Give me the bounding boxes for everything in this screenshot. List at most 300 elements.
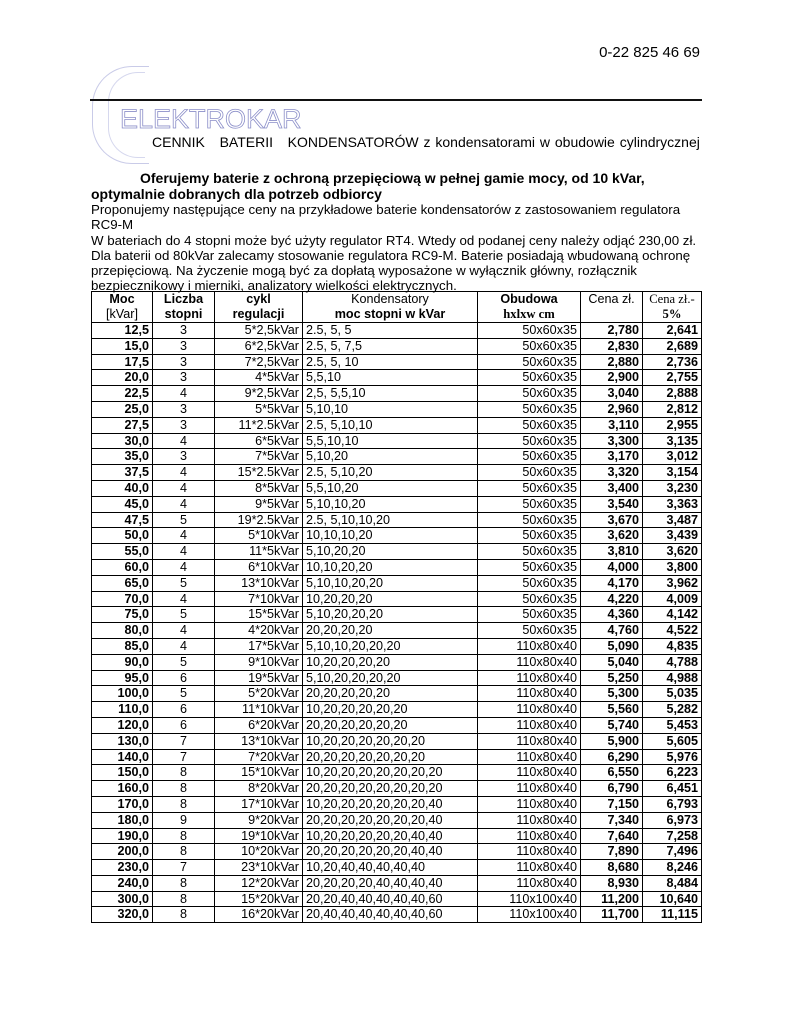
cell-liczba: 8 — [153, 796, 215, 812]
cell-cykl: 13*10kVar — [215, 733, 303, 749]
cell-obudowa: 110x80x40 — [478, 749, 581, 765]
cell-moc: 240,0 — [92, 875, 153, 891]
table-row — [92, 765, 702, 781]
cell-kondensatory: 2.5, 5,10,10,20 — [303, 512, 478, 528]
cell-kondensatory: 2.5, 5, 7,5 — [303, 338, 478, 354]
cell-obudowa: 50x60x35 — [478, 512, 581, 528]
cell-cykl: 17*5kVar — [215, 638, 303, 654]
table-row — [92, 623, 702, 639]
table-row — [92, 528, 702, 544]
cell-cena: 7,890 — [581, 844, 643, 860]
cell-cena-5: 5,605 — [643, 733, 702, 749]
cell-cykl: 6*5kVar — [215, 433, 303, 449]
cell-cykl: 9*2,5kVar — [215, 386, 303, 402]
cell-kondensatory: 5,10,20 — [303, 449, 478, 465]
cell-cena: 7,150 — [581, 796, 643, 812]
cell-obudowa: 50x60x35 — [478, 480, 581, 496]
cell-liczba: 4 — [153, 623, 215, 639]
cell-cykl: 19*5kVar — [215, 670, 303, 686]
cell-obudowa: 110x80x40 — [478, 702, 581, 718]
cell-obudowa: 110x80x40 — [478, 717, 581, 733]
cell-moc: 200,0 — [92, 844, 153, 860]
cell-obudowa: 110x80x40 — [478, 828, 581, 844]
cell-cena: 2,780 — [581, 323, 643, 339]
cell-obudowa: 50x60x35 — [478, 528, 581, 544]
table-row — [92, 433, 702, 449]
cell-obudowa: 110x80x40 — [478, 875, 581, 891]
cell-cena: 3,670 — [581, 512, 643, 528]
table-row — [92, 654, 702, 670]
cell-moc: 120,0 — [92, 717, 153, 733]
cell-liczba: 4 — [153, 591, 215, 607]
cell-cena: 5,090 — [581, 638, 643, 654]
cell-kondensatory: 20,20,20,20,20,20 — [303, 717, 478, 733]
cell-obudowa: 110x80x40 — [478, 844, 581, 860]
cell-kondensatory: 5,10,20,20 — [303, 544, 478, 560]
cell-moc: 110,0 — [92, 702, 153, 718]
col-header-liczba-2: stopni — [153, 307, 215, 323]
cell-cena-5: 2,736 — [643, 354, 702, 370]
cell-cykl: 7*10kVar — [215, 591, 303, 607]
cell-cena: 8,680 — [581, 860, 643, 876]
table-row — [92, 323, 702, 339]
cell-cena: 8,930 — [581, 875, 643, 891]
subtitle-word-cennik: CENNIK — [152, 134, 205, 150]
cell-cena: 4,360 — [581, 607, 643, 623]
cell-cena: 5,250 — [581, 670, 643, 686]
cell-cykl: 15*2.5kVar — [215, 465, 303, 481]
cell-liczba: 4 — [153, 496, 215, 512]
cell-obudowa: 50x60x35 — [478, 496, 581, 512]
table-row — [92, 717, 702, 733]
table-row — [92, 812, 702, 828]
cell-liczba: 5 — [153, 654, 215, 670]
cell-kondensatory: 2.5, 5, 10 — [303, 354, 478, 370]
cell-liczba: 4 — [153, 433, 215, 449]
cell-kondensatory: 10,20,20,20 — [303, 591, 478, 607]
cell-cena: 5,740 — [581, 717, 643, 733]
cell-kondensatory: 10,20,20,20,20,20,40,40 — [303, 828, 478, 844]
cell-cykl: 11*2.5kVar — [215, 417, 303, 433]
table-row — [92, 796, 702, 812]
price-table-body — [92, 323, 702, 923]
table-row — [92, 670, 702, 686]
cell-kondensatory: 2.5, 5,10,10 — [303, 417, 478, 433]
cell-cena-5: 2,888 — [643, 386, 702, 402]
cell-obudowa: 110x100x40 — [478, 907, 581, 923]
cell-cena: 11,200 — [581, 891, 643, 907]
cell-cena: 3,300 — [581, 433, 643, 449]
cell-cena: 4,220 — [581, 591, 643, 607]
cell-moc: 65,0 — [92, 575, 153, 591]
cell-liczba: 8 — [153, 875, 215, 891]
cell-liczba: 3 — [153, 323, 215, 339]
cell-obudowa: 50x60x35 — [478, 591, 581, 607]
cell-kondensatory: 20,20,20,20,20,20,20 — [303, 749, 478, 765]
cell-kondensatory: 20,20,20,20,20,20,20,40 — [303, 812, 478, 828]
cell-cena-5: 3,154 — [643, 465, 702, 481]
cell-cena-5: 2,755 — [643, 370, 702, 386]
cell-kondensatory: 5,5,10 — [303, 370, 478, 386]
intro-headline-1: Oferujemy baterie z ochroną przepięciową w pełnej gamie mocy, od 10 kVar, — [140, 170, 645, 186]
cell-cena-5: 4,009 — [643, 591, 702, 607]
cell-moc: 300,0 — [92, 891, 153, 907]
intro-headline-2: optymalnie dobranych dla potrzeb odbiorcy — [91, 186, 382, 202]
cell-cena-5: 6,793 — [643, 796, 702, 812]
cell-kondensatory: 10,20,20,20,20 — [303, 654, 478, 670]
cell-cykl: 7*20kVar — [215, 749, 303, 765]
cell-cena-5: 4,988 — [643, 670, 702, 686]
cell-liczba: 6 — [153, 670, 215, 686]
phone-number: 0-22 825 46 69 — [599, 44, 700, 61]
cell-cena-5: 6,223 — [643, 765, 702, 781]
cell-kondensatory: 5,10,20,20,20,20 — [303, 670, 478, 686]
cell-moc: 45,0 — [92, 496, 153, 512]
cell-cykl: 5*10kVar — [215, 528, 303, 544]
table-row — [92, 401, 702, 417]
cell-cena: 3,320 — [581, 465, 643, 481]
cell-cena: 3,540 — [581, 496, 643, 512]
cell-cena: 3,620 — [581, 528, 643, 544]
cell-cena: 3,810 — [581, 544, 643, 560]
cell-cykl: 4*20kVar — [215, 623, 303, 639]
cell-cykl: 5*2,5kVar — [215, 323, 303, 339]
cell-kondensatory: 5,10,10,20 — [303, 496, 478, 512]
cell-obudowa: 50x60x35 — [478, 449, 581, 465]
cell-obudowa: 110x80x40 — [478, 765, 581, 781]
cell-cena-5: 5,282 — [643, 702, 702, 718]
cell-liczba: 3 — [153, 417, 215, 433]
cell-liczba: 8 — [153, 765, 215, 781]
cell-cena: 2,900 — [581, 370, 643, 386]
cell-liczba: 7 — [153, 860, 215, 876]
table-row — [92, 512, 702, 528]
table-row — [92, 828, 702, 844]
cell-moc: 50,0 — [92, 528, 153, 544]
cell-moc: 47,5 — [92, 512, 153, 528]
cell-kondensatory: 20,20,20,20,20 — [303, 686, 478, 702]
intro-line-1: Proponujemy następujące ceny na przykładowe baterie kondensatorów z zastosowaniem regulatora RC9-M — [91, 202, 681, 233]
cell-kondensatory: 5,10,10,20,20 — [303, 575, 478, 591]
table-header-row-1 — [92, 292, 702, 308]
cell-cykl: 13*10kVar — [215, 575, 303, 591]
cell-cena-5: 5,035 — [643, 686, 702, 702]
cell-obudowa: 50x60x35 — [478, 354, 581, 370]
cell-obudowa: 50x60x35 — [478, 370, 581, 386]
cell-liczba: 9 — [153, 812, 215, 828]
cell-liczba: 4 — [153, 480, 215, 496]
col-header-cykl-2: regulacji — [215, 307, 303, 323]
cell-obudowa: 50x60x35 — [478, 559, 581, 575]
cell-moc: 320,0 — [92, 907, 153, 923]
cell-cena-5: 3,620 — [643, 544, 702, 560]
cell-kondensatory: 20,20,20,20,20,20,20,20 — [303, 781, 478, 797]
cell-cena-5: 3,230 — [643, 480, 702, 496]
cell-kondensatory: 10,20,40,40,40,40,40 — [303, 860, 478, 876]
cell-kondensatory: 20,20,40,40,40,40,40,60 — [303, 891, 478, 907]
cell-liczba: 7 — [153, 749, 215, 765]
cell-moc: 35,0 — [92, 449, 153, 465]
cell-cena: 6,550 — [581, 765, 643, 781]
cell-moc: 37,5 — [92, 465, 153, 481]
cell-liczba: 6 — [153, 717, 215, 733]
intro-line-2: W bateriach do 4 stopni może być użyty regulator RT4. Wtedy od podanej ceny należy odjąć 230,00 zł. — [91, 232, 697, 248]
cell-cykl: 11*10kVar — [215, 702, 303, 718]
col-header-cykl: cykl — [215, 292, 303, 308]
table-row — [92, 891, 702, 907]
cell-obudowa: 50x60x35 — [478, 544, 581, 560]
cell-cena: 3,400 — [581, 480, 643, 496]
cell-cena: 4,760 — [581, 623, 643, 639]
cell-cena-5: 6,451 — [643, 781, 702, 797]
cell-moc: 15,0 — [92, 338, 153, 354]
col-header-moc-unit: [kVar] — [92, 307, 153, 323]
cell-liczba: 4 — [153, 559, 215, 575]
cell-liczba: 5 — [153, 607, 215, 623]
cell-cena-5: 3,800 — [643, 559, 702, 575]
cell-cykl: 7*5kVar — [215, 449, 303, 465]
cell-cena: 11,700 — [581, 907, 643, 923]
cell-obudowa: 50x60x35 — [478, 433, 581, 449]
cell-cena-5: 3,363 — [643, 496, 702, 512]
cell-cena: 3,170 — [581, 449, 643, 465]
table-row — [92, 417, 702, 433]
cell-liczba: 5 — [153, 575, 215, 591]
cell-cykl: 9*20kVar — [215, 812, 303, 828]
table-row — [92, 370, 702, 386]
table-row — [92, 749, 702, 765]
cell-liczba: 8 — [153, 781, 215, 797]
cell-kondensatory: 2.5, 5, 5 — [303, 323, 478, 339]
cell-cena-5: 2,812 — [643, 401, 702, 417]
table-row — [92, 496, 702, 512]
intro-section — [91, 170, 701, 294]
cell-cykl: 6*2,5kVar — [215, 338, 303, 354]
col-header-kondensatory: Kondensatory — [303, 292, 478, 308]
cell-kondensatory: 10,20,20,20,20,20,20,40 — [303, 796, 478, 812]
cell-cykl: 15*5kVar — [215, 607, 303, 623]
cell-cykl: 19*2.5kVar — [215, 512, 303, 528]
cell-cykl: 19*10kVar — [215, 828, 303, 844]
cell-obudowa: 110x80x40 — [478, 686, 581, 702]
col-header-cena-5: Cena zł.- — [643, 292, 702, 308]
cell-cena-5: 4,788 — [643, 654, 702, 670]
cell-kondensatory: 5,10,20,20,20 — [303, 607, 478, 623]
cell-kondensatory: 2.5, 5,10,20 — [303, 465, 478, 481]
cell-cena-5: 4,835 — [643, 638, 702, 654]
cell-cena: 2,960 — [581, 401, 643, 417]
cell-cena: 6,790 — [581, 781, 643, 797]
cell-obudowa: 110x100x40 — [478, 891, 581, 907]
cell-liczba: 3 — [153, 354, 215, 370]
cell-cykl: 5*20kVar — [215, 686, 303, 702]
cell-cykl: 12*20kVar — [215, 875, 303, 891]
cell-moc: 190,0 — [92, 828, 153, 844]
cell-moc: 27,5 — [92, 417, 153, 433]
cell-cena-5: 2,689 — [643, 338, 702, 354]
table-row — [92, 860, 702, 876]
cell-cena-5: 7,496 — [643, 844, 702, 860]
cell-cena-5: 10,640 — [643, 891, 702, 907]
table-row — [92, 686, 702, 702]
cell-obudowa: 110x80x40 — [478, 796, 581, 812]
table-row — [92, 354, 702, 370]
cell-cena-5: 8,246 — [643, 860, 702, 876]
col-header-kondensatory-2: moc stopni w kVar — [303, 307, 478, 323]
col-header-moc: Moc — [92, 292, 153, 308]
cell-liczba: 6 — [153, 702, 215, 718]
table-row — [92, 338, 702, 354]
cell-kondensatory: 20,40,40,40,40,40,40,60 — [303, 907, 478, 923]
cell-moc: 40,0 — [92, 480, 153, 496]
cell-cena: 6,290 — [581, 749, 643, 765]
col-header-cena-empty — [581, 307, 643, 323]
table-header-row-2 — [92, 307, 702, 323]
table-row — [92, 449, 702, 465]
cell-moc: 100,0 — [92, 686, 153, 702]
cell-cena-5: 4,522 — [643, 623, 702, 639]
cell-moc: 230,0 — [92, 860, 153, 876]
cell-cena: 2,880 — [581, 354, 643, 370]
cell-obudowa: 50x60x35 — [478, 575, 581, 591]
cell-moc: 90,0 — [92, 654, 153, 670]
company-logo: ELEKTROKAR — [120, 104, 302, 134]
cell-liczba: 8 — [153, 844, 215, 860]
cell-moc: 170,0 — [92, 796, 153, 812]
cell-moc: 130,0 — [92, 733, 153, 749]
cell-kondensatory: 10,20,20,20,20,20,20 — [303, 733, 478, 749]
cell-obudowa: 50x60x35 — [478, 386, 581, 402]
cell-cykl: 5*5kVar — [215, 401, 303, 417]
cell-obudowa: 110x80x40 — [478, 638, 581, 654]
cell-cena: 7,640 — [581, 828, 643, 844]
cell-cykl: 11*5kVar — [215, 544, 303, 560]
table-row — [92, 480, 702, 496]
cell-liczba: 5 — [153, 686, 215, 702]
cell-liczba: 4 — [153, 528, 215, 544]
cell-moc: 85,0 — [92, 638, 153, 654]
header-rule — [90, 99, 702, 101]
cell-moc: 180,0 — [92, 812, 153, 828]
cell-cena: 7,340 — [581, 812, 643, 828]
table-row — [92, 907, 702, 923]
table-row — [92, 781, 702, 797]
table-row — [92, 875, 702, 891]
cell-cena: 3,110 — [581, 417, 643, 433]
cell-kondensatory: 20,20,20,20,20,20,40,40 — [303, 844, 478, 860]
table-row — [92, 702, 702, 718]
cell-liczba: 5 — [153, 512, 215, 528]
intro-line-3: Dla baterii od 80kVar zalecamy stosowanie regulatora RC9-M. Baterie posiadają wbudowaną ochronę przepięciową. Na życzenie mogą być za dopłatą wyposażone w wyłącznik główny, rozłącznik bezpiecznikowy i mierniki, analizatory wielkości elektrycznych. — [91, 247, 691, 294]
cell-liczba: 7 — [153, 733, 215, 749]
table-row — [92, 544, 702, 560]
cell-moc: 150,0 — [92, 765, 153, 781]
cell-cena: 5,900 — [581, 733, 643, 749]
cell-moc: 20,0 — [92, 370, 153, 386]
cell-cykl: 9*5kVar — [215, 496, 303, 512]
cell-moc: 95,0 — [92, 670, 153, 686]
col-header-obudowa: Obudowa — [478, 292, 581, 308]
cell-cena-5: 8,484 — [643, 875, 702, 891]
cell-cykl: 8*20kVar — [215, 781, 303, 797]
cell-cena-5: 2,641 — [643, 323, 702, 339]
cell-moc: 55,0 — [92, 544, 153, 560]
cell-cena: 3,040 — [581, 386, 643, 402]
cell-cena-5: 5,976 — [643, 749, 702, 765]
cell-cena-5: 6,973 — [643, 812, 702, 828]
cell-moc: 80,0 — [92, 623, 153, 639]
cell-cena-5: 3,012 — [643, 449, 702, 465]
cell-cena-5: 5,453 — [643, 717, 702, 733]
cell-moc: 22,5 — [92, 386, 153, 402]
cell-obudowa: 50x60x35 — [478, 465, 581, 481]
cell-cena-5: 7,258 — [643, 828, 702, 844]
cell-cena: 5,300 — [581, 686, 643, 702]
cell-obudowa: 50x60x35 — [478, 417, 581, 433]
cell-moc: 12,5 — [92, 323, 153, 339]
table-row — [92, 386, 702, 402]
cell-obudowa: 110x80x40 — [478, 670, 581, 686]
cell-cykl: 6*10kVar — [215, 559, 303, 575]
cell-liczba: 3 — [153, 370, 215, 386]
cell-moc: 75,0 — [92, 607, 153, 623]
cell-liczba: 4 — [153, 544, 215, 560]
cell-cena: 4,170 — [581, 575, 643, 591]
cell-kondensatory: 5,10,10,20,20,20 — [303, 638, 478, 654]
table-row — [92, 733, 702, 749]
cell-moc: 17,5 — [92, 354, 153, 370]
cell-obudowa: 50x60x35 — [478, 338, 581, 354]
cell-kondensatory: 20,20,20,20 — [303, 623, 478, 639]
cell-cykl: 15*20kVar — [215, 891, 303, 907]
price-table — [91, 291, 702, 923]
table-row — [92, 575, 702, 591]
cell-liczba: 3 — [153, 338, 215, 354]
cell-liczba: 4 — [153, 386, 215, 402]
cell-cena-5: 2,955 — [643, 417, 702, 433]
cell-cena: 4,000 — [581, 559, 643, 575]
cell-cykl: 6*20kVar — [215, 717, 303, 733]
cell-cykl: 4*5kVar — [215, 370, 303, 386]
col-header-cena-5-pct: 5% — [643, 307, 702, 323]
cell-cykl: 23*10kVar — [215, 860, 303, 876]
cell-kondensatory: 10,10,20,20 — [303, 559, 478, 575]
document-subtitle — [152, 134, 700, 150]
cell-moc: 30,0 — [92, 433, 153, 449]
cell-obudowa: 110x80x40 — [478, 781, 581, 797]
cell-liczba: 8 — [153, 828, 215, 844]
cell-cykl: 15*10kVar — [215, 765, 303, 781]
cell-obudowa: 50x60x35 — [478, 607, 581, 623]
table-row — [92, 559, 702, 575]
cell-cykl: 16*20kVar — [215, 907, 303, 923]
cell-liczba: 8 — [153, 891, 215, 907]
table-row — [92, 844, 702, 860]
cell-cykl: 10*20kVar — [215, 844, 303, 860]
cell-obudowa: 50x60x35 — [478, 401, 581, 417]
subtitle-rest: KONDENSATORÓW z kondensatorami w obudowie cylindrycznej — [287, 134, 700, 150]
cell-cena-5: 3,135 — [643, 433, 702, 449]
cell-liczba: 4 — [153, 638, 215, 654]
cell-obudowa: 50x60x35 — [478, 323, 581, 339]
cell-kondensatory: 5,5,10,10 — [303, 433, 478, 449]
col-header-cena: Cena zł. — [581, 292, 643, 308]
subtitle-word-baterii: BATERII — [219, 134, 273, 150]
cell-liczba: 3 — [153, 401, 215, 417]
cell-obudowa: 110x80x40 — [478, 733, 581, 749]
cell-cykl: 9*10kVar — [215, 654, 303, 670]
cell-cena-5: 3,962 — [643, 575, 702, 591]
